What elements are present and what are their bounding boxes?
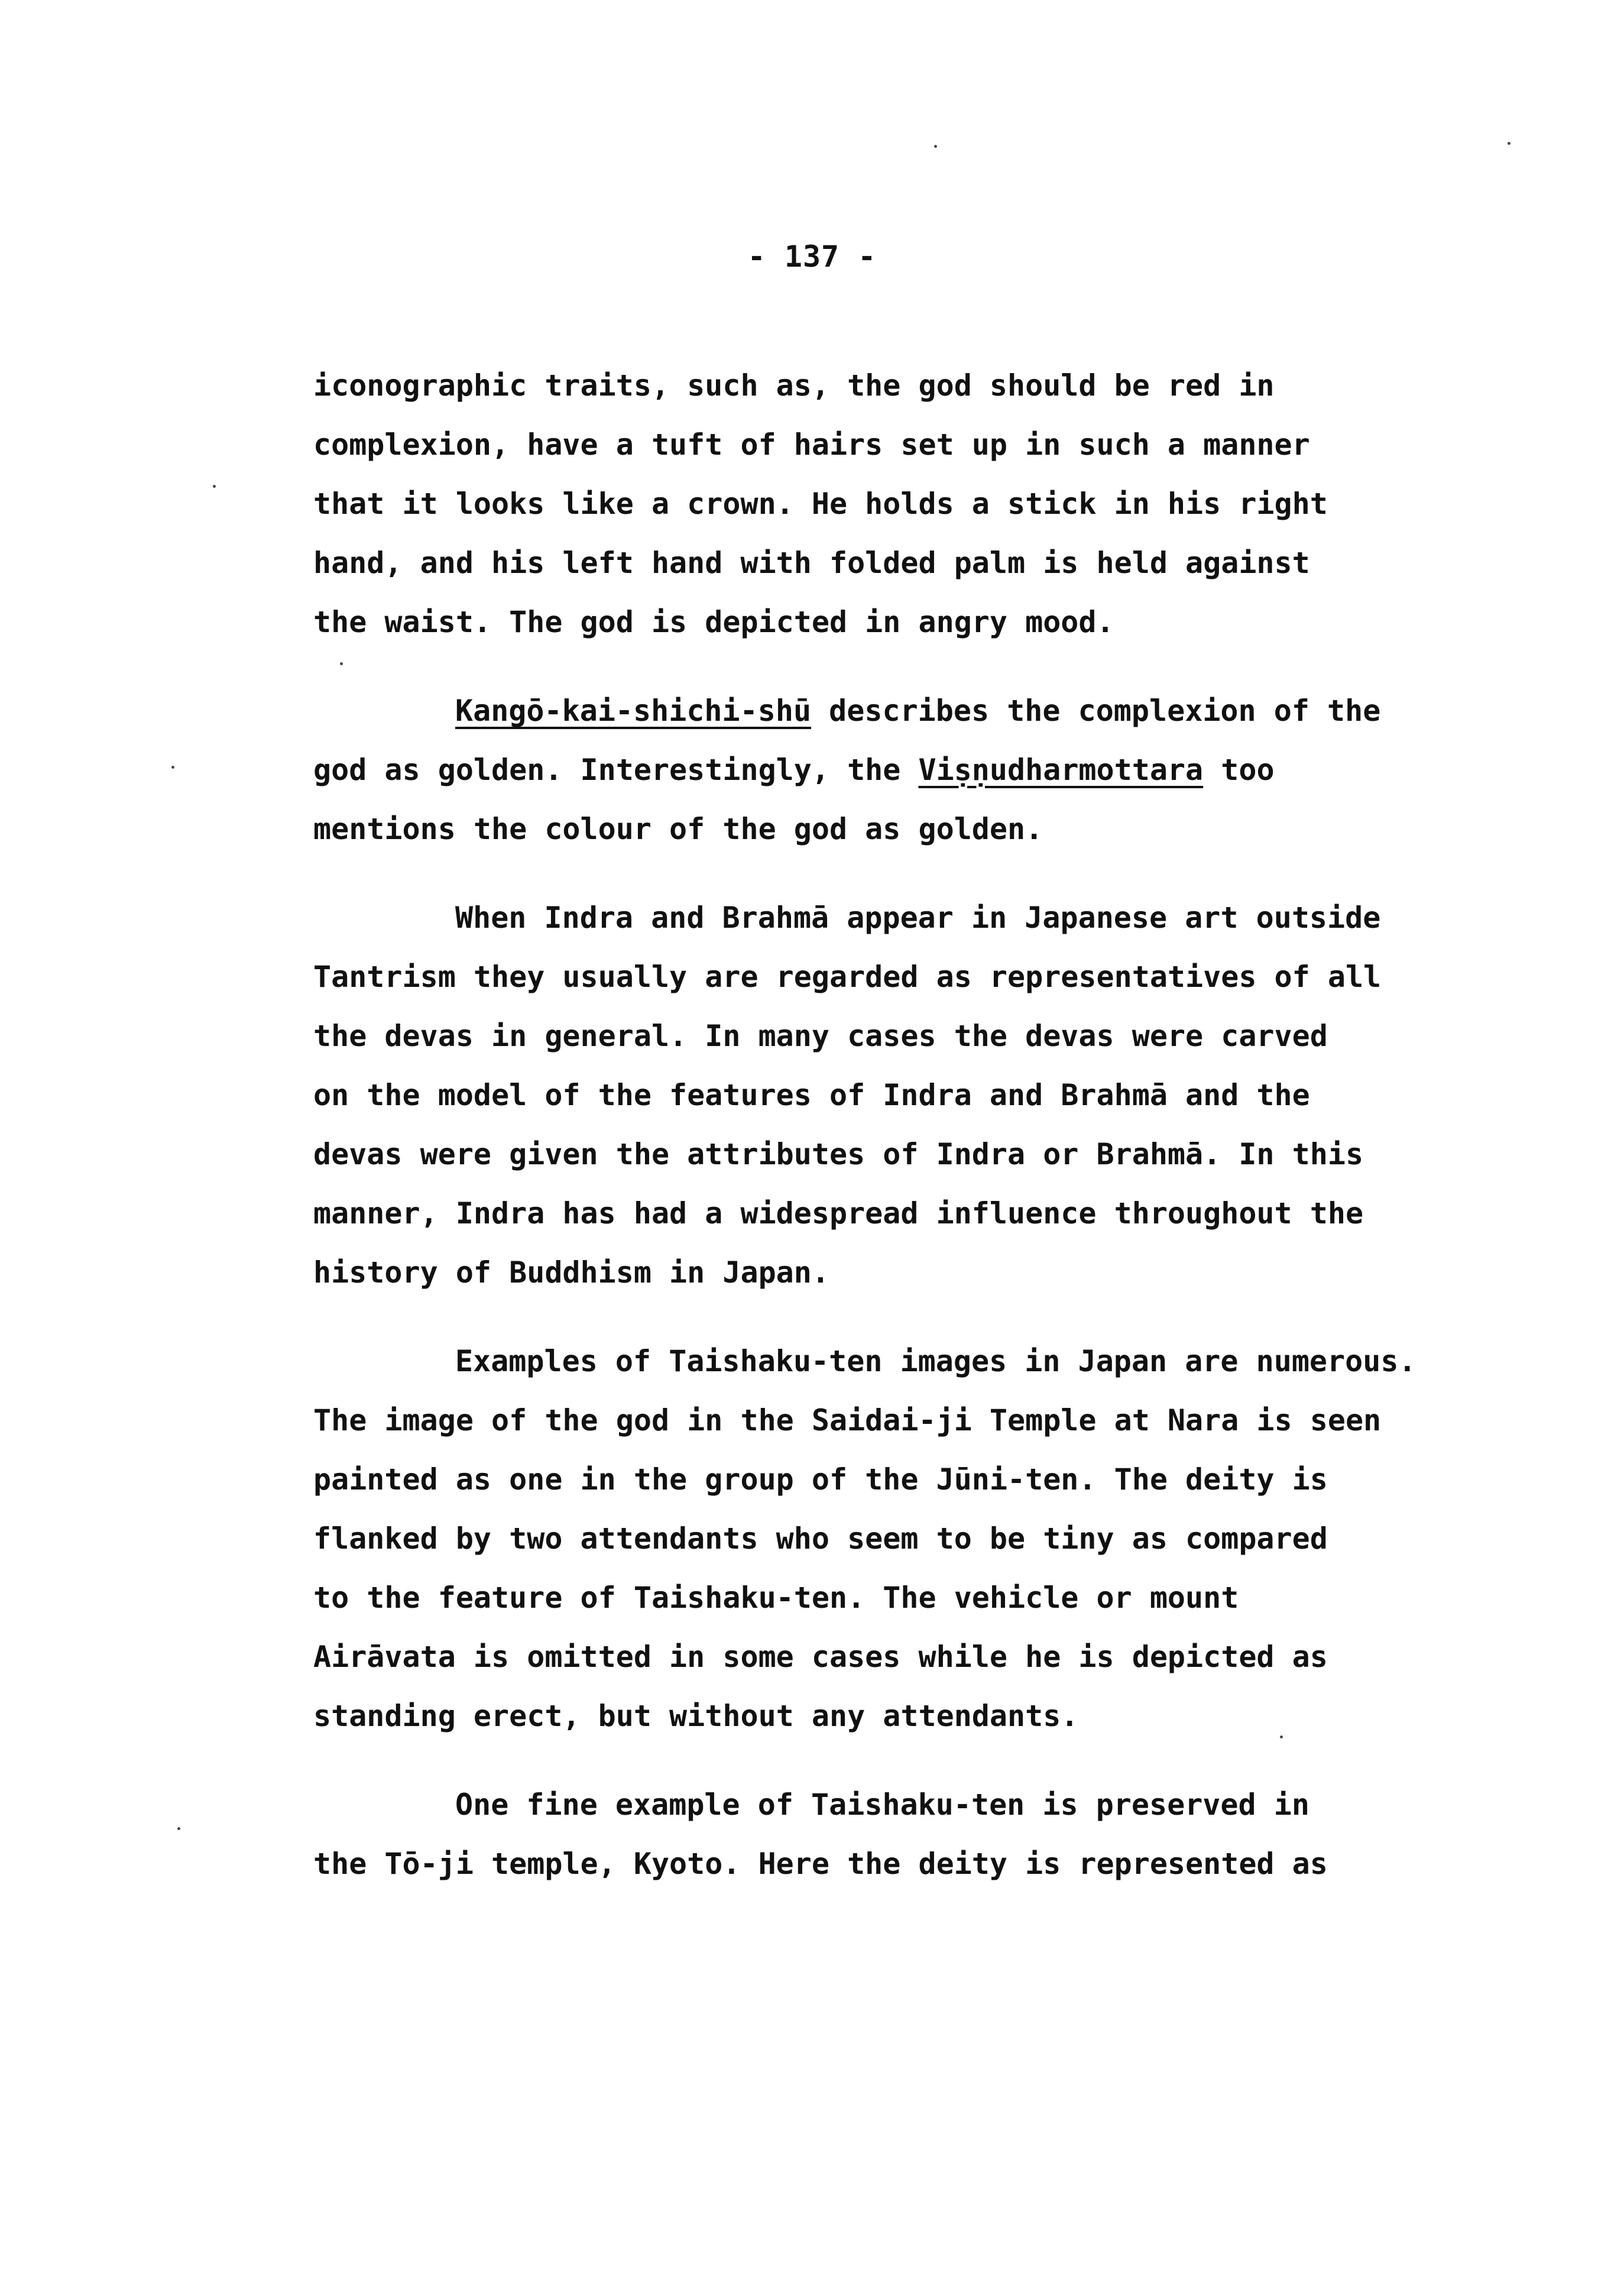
- text-segment: iconographic traits, such as, the god should be red in: [313, 368, 1275, 403]
- text-segment: Examples of Taishaku-ten images in Japan are numerous.: [455, 1344, 1416, 1378]
- text-segment: When Indra and Brahmā appear in Japanese art outside: [455, 901, 1381, 935]
- scan-speck: [1508, 142, 1510, 145]
- text-line: [313, 1391, 1437, 1450]
- paragraph: [313, 888, 1437, 1302]
- text-line: [313, 592, 1437, 652]
- text-segment: history of Buddhism in Japan.: [313, 1255, 829, 1290]
- text-line: [313, 947, 1437, 1006]
- text-segment: manner, Indra has had a widespread influence throughout the: [313, 1196, 1364, 1231]
- text-line: [313, 1006, 1437, 1066]
- text-segment: One fine example of Taishaku-ten is preserved in: [455, 1788, 1309, 1822]
- text-line: [313, 1568, 1437, 1627]
- text-segment: the devas in general. In many cases the devas were carved: [313, 1019, 1328, 1053]
- text-line: [313, 1834, 1437, 1893]
- paragraph: [313, 681, 1437, 859]
- text-segment: the Tō-ji temple, Kyoto. Here the deity is represented as: [313, 1847, 1328, 1881]
- text-segment: Tantrism they usually are regarded as representatives of all: [313, 960, 1382, 994]
- text-segment: standing erect, but without any attendants.: [313, 1699, 1079, 1733]
- text-segment: flanked by two attendants who seem to be tiny as compared: [313, 1521, 1328, 1556]
- text-line: [313, 356, 1437, 415]
- scan-speck: [171, 766, 174, 769]
- text-line: [313, 474, 1437, 533]
- underlined-title: Kangō-kai-shichi-shū: [455, 694, 812, 728]
- text-segment: complexion, have a tuft of hairs set up in such a manner: [313, 428, 1310, 462]
- text-line: [313, 533, 1437, 592]
- text-line: [313, 1775, 1437, 1834]
- scan-speck: [213, 485, 216, 488]
- text-segment: describes the complexion of the: [811, 694, 1381, 728]
- scan-speck: [1280, 1735, 1283, 1738]
- text-segment: that it looks like a crown. He holds a stick in his right: [313, 487, 1328, 521]
- text-line: [313, 1243, 1437, 1302]
- text-segment: on the model of the features of Indra and Brahmā and the: [313, 1078, 1310, 1112]
- underlined-title: Viṣṇudharmottara: [918, 753, 1204, 787]
- text-line: [313, 1509, 1437, 1568]
- text-line: [313, 1332, 1437, 1391]
- paragraph: [313, 1332, 1437, 1746]
- text-line: [313, 740, 1437, 799]
- scan-speck: [177, 1827, 180, 1830]
- scan-speck: [934, 145, 937, 148]
- text-line: [313, 799, 1437, 859]
- scan-speck: [340, 662, 343, 665]
- text-line: [313, 681, 1437, 740]
- text-line: [313, 1125, 1437, 1184]
- text-segment: too: [1203, 753, 1275, 787]
- text-line: [313, 1184, 1437, 1243]
- text-line: [313, 1450, 1437, 1509]
- text-line: [313, 888, 1437, 947]
- text-segment: mentions the colour of the god as golden.: [313, 812, 1043, 846]
- body-text: [313, 356, 1437, 1923]
- text-segment: hand, and his left hand with folded palm is held against: [313, 546, 1310, 580]
- paragraph: [313, 356, 1437, 652]
- text-segment: the waist. The god is depicted in angry mood.: [313, 605, 1114, 639]
- text-line: [313, 415, 1437, 474]
- text-segment: devas were given the attributes of Indra or Brahmā. In this: [313, 1137, 1364, 1171]
- text-segment: Airāvata is omitted in some cases while he is depicted as: [313, 1640, 1328, 1674]
- text-segment: to the feature of Taishaku-ten. The vehicle or mount: [313, 1581, 1239, 1615]
- text-segment: god as golden. Interestingly, the: [313, 753, 919, 787]
- paragraph: [313, 1775, 1437, 1893]
- text-segment: painted as one in the group of the Jūni-ten. The deity is: [313, 1462, 1328, 1497]
- text-line: [313, 1627, 1437, 1686]
- page-number: - 137 -: [747, 239, 877, 274]
- text-line: [313, 1066, 1437, 1125]
- text-line: [313, 1686, 1437, 1746]
- text-segment: The image of the god in the Saidai-ji Temple at Nara is seen: [313, 1403, 1382, 1437]
